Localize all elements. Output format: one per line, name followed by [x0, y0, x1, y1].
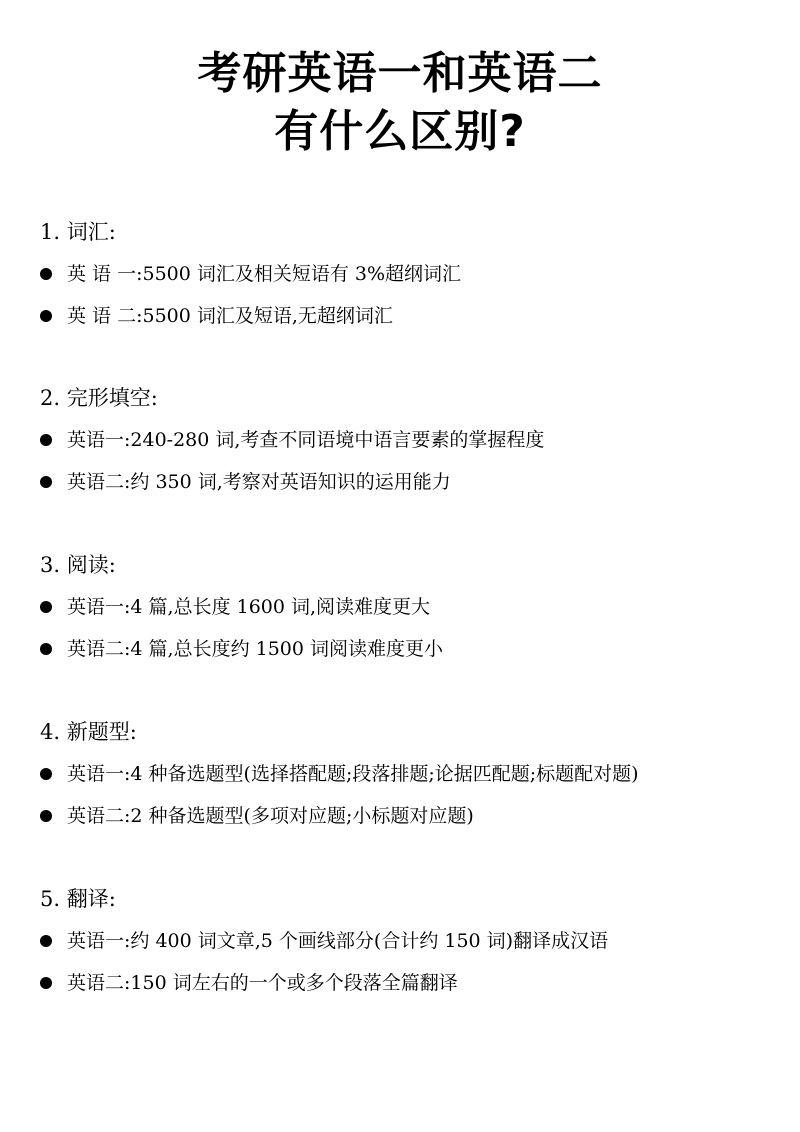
- document-title-line-1: 考研英语一和英语二: [197, 48, 603, 99]
- section-heading: 1. 词汇:: [40, 220, 116, 244]
- section-heading: 2. 完形填空:: [40, 386, 158, 410]
- list-item: [40, 801, 780, 831]
- list-item-text: 英语一:约 400 词文章,5 个画线部分(合计约 150 词)翻译成汉语: [67, 930, 609, 952]
- list-item-text: 英语二:约 350 词,考察对英语知识的运用能力: [67, 471, 451, 493]
- list-item-text: 英语一:4 种备选题型(选择搭配题;段落排题;论据匹配题;标题配对题): [67, 763, 639, 785]
- list-item-text: 英语二:150 词左右的一个或多个段落全篇翻译: [67, 972, 458, 994]
- bullet-dot-icon: [40, 434, 52, 446]
- bullet-dot-icon: [40, 476, 52, 488]
- list-item: [40, 968, 780, 998]
- list-item: [40, 926, 780, 956]
- bullet-dot-icon: [40, 310, 52, 322]
- bullet-dot-icon: [40, 268, 52, 280]
- list-item: [40, 759, 780, 789]
- bullet-dot-icon: [40, 935, 52, 947]
- list-item: [40, 301, 780, 331]
- list-item: [40, 467, 780, 497]
- bullet-dot-icon: [40, 601, 52, 613]
- list-item-text: 英语一:240-280 词,考查不同语境中语言要素的掌握程度: [67, 429, 545, 451]
- list-item-text: 英语一:4 篇,总长度 1600 词,阅读难度更大: [67, 596, 431, 618]
- section-heading: 4. 新题型:: [40, 720, 137, 744]
- list-item: [40, 592, 780, 622]
- list-item: [40, 259, 780, 289]
- bullet-dot-icon: [40, 643, 52, 655]
- list-item-text: 英语二:2 种备选题型(多项对应题;小标题对应题): [67, 805, 474, 827]
- list-item-text: 英语二:4 篇,总长度约 1500 词阅读难度更小: [67, 638, 444, 660]
- list-item-text: 英 语 二:5500 词汇及短语,无超纲词汇: [67, 305, 393, 327]
- section-heading: 3. 阅读:: [40, 553, 116, 577]
- section-heading: 5. 翻译:: [40, 887, 116, 911]
- bullet-dot-icon: [40, 810, 52, 822]
- bullet-dot-icon: [40, 768, 52, 780]
- list-item: [40, 634, 780, 664]
- bullet-dot-icon: [40, 977, 52, 989]
- list-item: [40, 425, 780, 455]
- document-title-line-2: 有什么区别?: [274, 106, 526, 157]
- list-item-text: 英 语 一:5500 词汇及相关短语有 3%超纲词汇: [67, 263, 462, 285]
